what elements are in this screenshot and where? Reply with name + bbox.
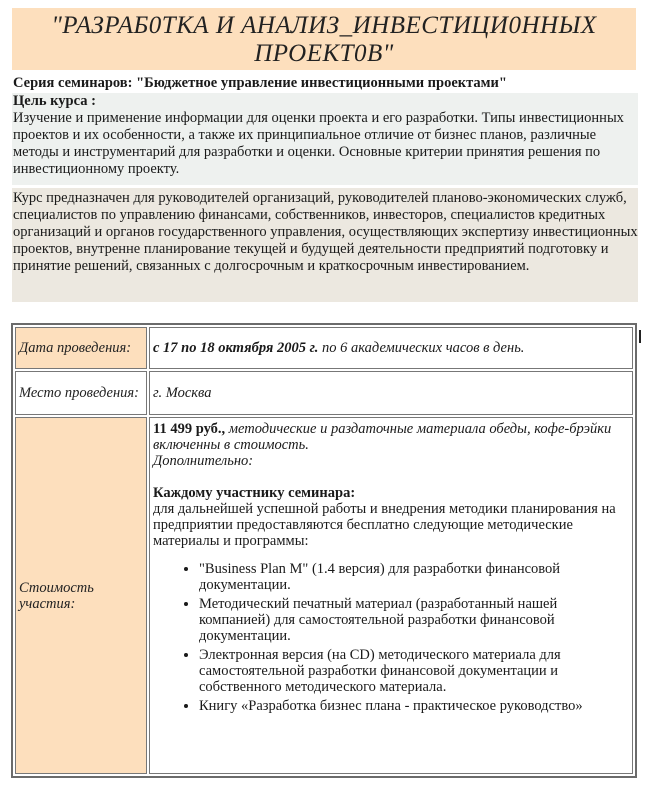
additional-label: Дополнительно: xyxy=(153,453,254,469)
list-item: • Методический печатный материал (разработанный нашей компанией) для самостоятельной разработки финансовой документации. xyxy=(199,596,629,644)
date-cell xyxy=(149,327,633,369)
table-row-date xyxy=(15,327,633,369)
cost-cell xyxy=(149,417,633,774)
seminar-info-table xyxy=(11,323,637,778)
course-audience-section xyxy=(12,188,638,302)
date-label: Дата проведения: xyxy=(15,327,147,369)
price-value: 11 499 руб., xyxy=(153,421,226,437)
course-goal-section xyxy=(12,93,638,185)
date-note: по 6 академических часов в день. xyxy=(322,340,525,356)
list-item: • Книгу «Разработка бизнес плана - практическое руководство» xyxy=(199,698,629,714)
seminar-series: Серия семинаров: "Бюджетное управление инвестиционными проектами" xyxy=(13,75,507,91)
list-item: • Электронная версия (на CD) методического материала для самостоятельной разработки финансовой документации и собственного методического материала. xyxy=(199,647,629,695)
course-goal-label: Цель курса : xyxy=(13,93,96,109)
date-value: с 17 по 18 октября 2005 г. xyxy=(153,340,319,356)
each-participant-text: для дальнейшей успешной работы и внедрения методики планирования на предприятии предоставляются бесплатно следующие методические материалы и программы: xyxy=(153,501,616,549)
place-value: г. Москва xyxy=(149,371,633,415)
course-audience-text: Курс предназначен для руководителей организаций, руководителей планово-экономических служб, специалистов по управлению финансами, собственников, инвесторов, специалистов кредитных организаций и органов государственного управления, осуществляющих экспертизу инвестиционных проектов, внутренне планирование текущей и будущей деятельности предприятий подготовку и принятие решений, связанных с долгосрочным и краткосрочным инвестированием. xyxy=(13,190,638,274)
page-title: "РАЗРАБ0ТКА И АНАЛИЗ_ИНВЕСТИЦИ0ННЫХ ПРОЕКТ0В" xyxy=(12,8,636,70)
list-item: • "Business Plan M" (1.4 версия) для разработки финансовой документации. xyxy=(199,561,629,593)
materials-list xyxy=(153,561,629,714)
place-label: Место проведения: xyxy=(15,371,147,415)
cost-label: Стоимость участия: xyxy=(15,417,147,774)
text-cursor-mark xyxy=(639,330,641,343)
table-row-place xyxy=(15,371,633,415)
price-note: методические и раздаточные материала обеды, кофе-брэйки включенны в стоимость. xyxy=(153,421,612,453)
table-row-cost xyxy=(15,417,633,774)
course-goal-text: Изучение и применение информации для оценки проекта и его разработки. Типы инвестиционных проектов и их особенности, а также их принципиальное отличие от бизнес планов, различные методы и инструментарий для разработки и оценки. Основные критерии принятия решения по инвестиционному проекту. xyxy=(13,110,624,177)
each-participant-label: Каждому участнику семинара: xyxy=(153,485,356,501)
